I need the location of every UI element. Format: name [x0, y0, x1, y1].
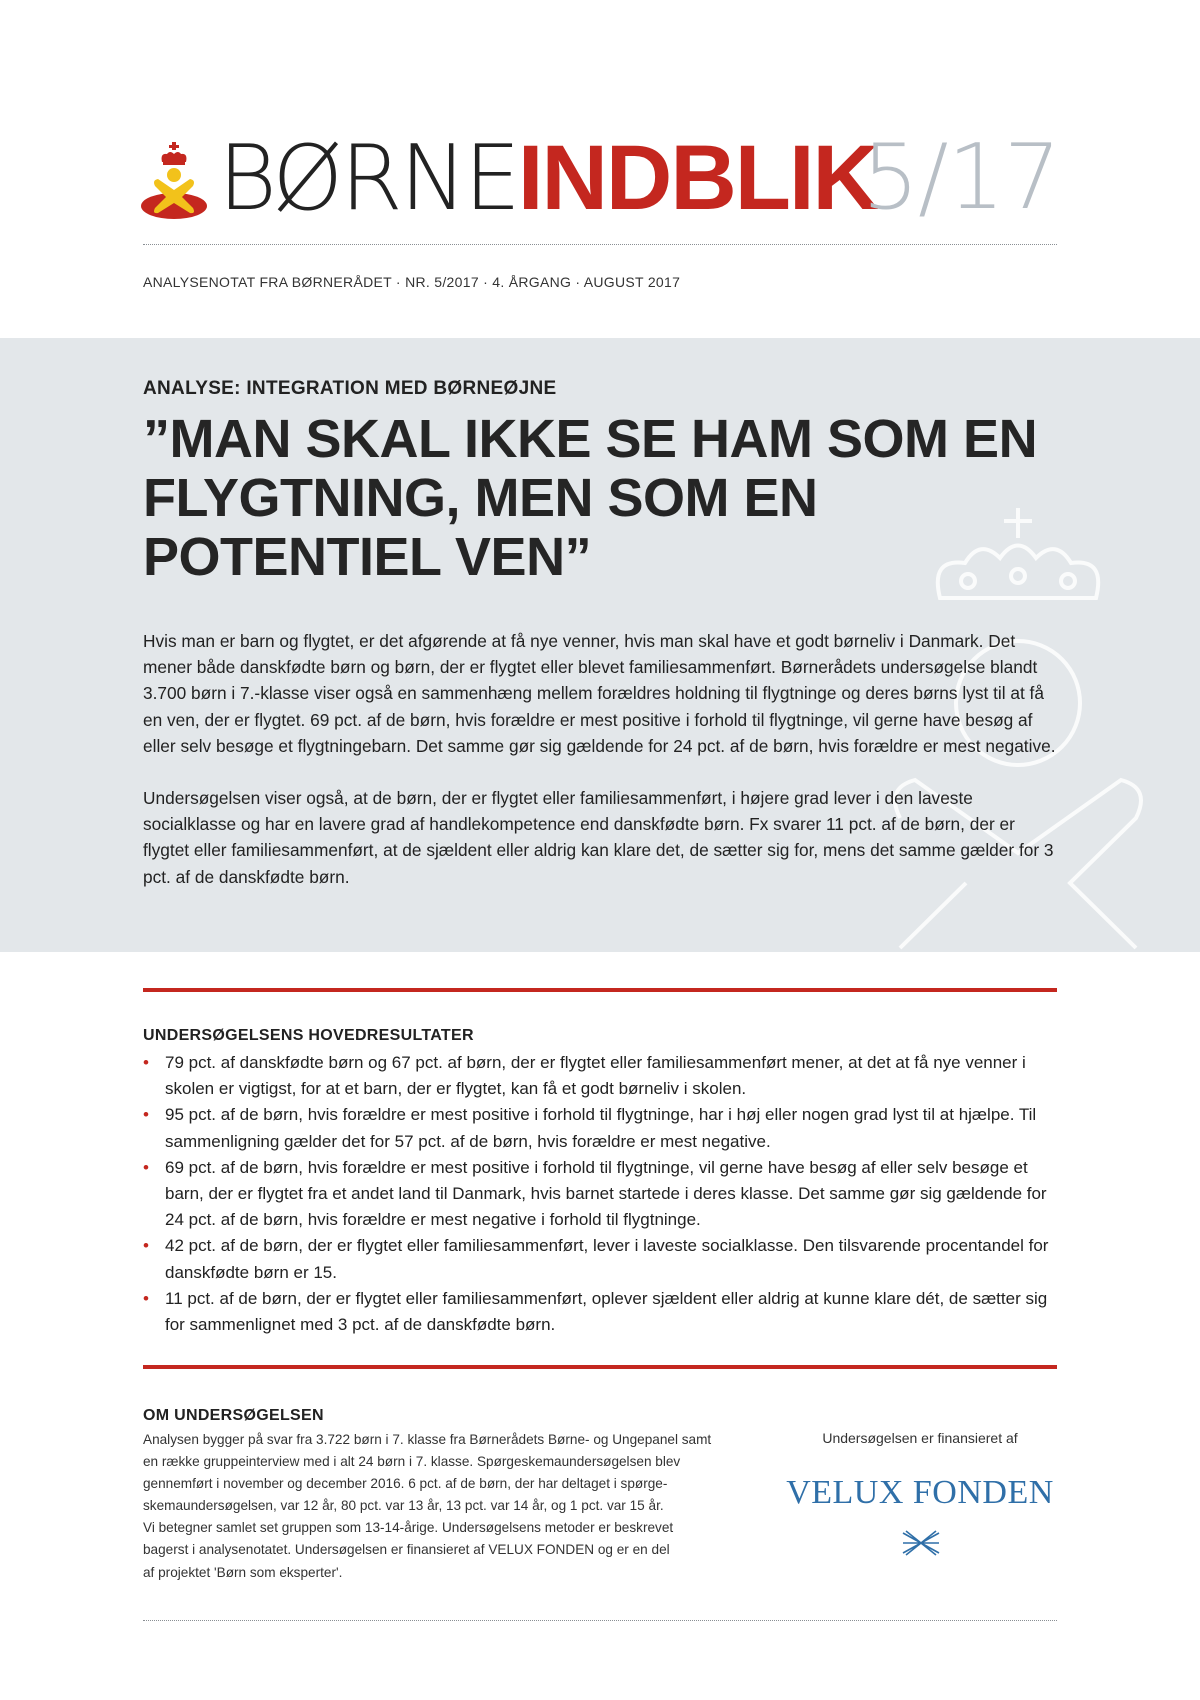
about-heading: OM UNDERSØGELSEN: [143, 1407, 324, 1424]
article-kicker: ANALYSE: INTEGRATION MED BØRNEØJNE: [143, 378, 557, 399]
issue-number: 5/17: [861, 125, 1060, 230]
footer-divider: [143, 1620, 1057, 1621]
list-item-text: 11 pct. af de børn, der er flygtet eller familiesammenført, oplever sjældent eller aldrig at kunne klare dét, de sætter sig for sammenlignet med 3 pct. af de danskfødte børn.: [165, 1288, 1048, 1335]
article-headline: ”MAN SKAL IKKE SE HAM SOM EN FLYGTNING, MEN SOM EN POTENTIEL VEN”: [143, 409, 1038, 587]
title-boerne: BØRNE: [218, 126, 518, 231]
feature-band: [0, 338, 1200, 952]
list-item-text: 95 pct. af de børn, hvis forældre er mest positive i forhold til flygtninge, har i høj eller nogen grad lyst til at hjælpe. Til sammenligning gælder det for 57 pct. af de børn, hvis forældre er mest negative.: [165, 1105, 1037, 1151]
list-item-text: 69 pct. af de børn, hvis forældre er mest positive i forhold til flygtninge, vil gerne have besøg af eller selv besøge et barn, der er flygtet fra et andet land til Danmark, hvis barnet startede i deres klasse. Det samme gør sig gældende for 24 pct. af de børn, hvis forældre er mest negative i forhold til flygtninge.: [165, 1157, 1047, 1230]
list-item-text: 79 pct. af danskfødte børn og 67 pct. af børn, der er flygtet eller familiesammenført mener, at det at få nye venner i skolen er vigtigst, for at et barn, der er flygtet, kan få et godt børneliv i skolen.: [165, 1053, 1026, 1099]
section-divider: [143, 988, 1057, 992]
velux-cross-mark-icon: [900, 1528, 942, 1558]
list-item: [143, 1155, 1058, 1234]
masthead-divider: [143, 244, 1057, 245]
publication-title: [218, 126, 877, 231]
results-heading: UNDERSØGELSENS HOVEDRESULTATER: [143, 1027, 474, 1044]
funder-label: Undersøgelsen er finansieret af: [822, 1430, 1018, 1446]
list-item: [143, 1102, 1058, 1154]
list-item: [143, 1233, 1058, 1285]
publication-meta: ANALYSENOTAT FRA BØRNERÅDET · NR. 5/2017 · 4. ÅRGANG · AUGUST 2017: [143, 274, 681, 290]
masthead: [140, 125, 1060, 231]
title-indblik: INDBLIK: [517, 127, 877, 229]
bullet-icon: •: [143, 1105, 149, 1125]
bullet-icon: •: [143, 1053, 149, 1072]
velux-fonden-logo: VELUX FONDEN: [786, 1474, 1054, 1511]
intro-paragraph: Undersøgelsen viser også, at de børn, der er flygtet eller familiesammenført, i højere grad lever i den laveste socialklasse og har en lavere grad af handlekompetence end danskfødte børn. Fx svarer 11 pct. af de børn, der er flygtet eller familiesammenført, at de sjældent eller aldrig kan klare det, de sætter sig for, mens det samme gælder for 3 pct. af de danskfødte børn.: [143, 788, 1054, 887]
intro-paragraph: Hvis man er barn og flygtet, er det afgørende at få nye venner, hvis man skal have et godt børneliv i Danmark. Det mener både danskfødte børn og børn, der er flygtet eller blevet familiesammenført. Børnerådets undersøgelse blandt 3.700 børn i 7.-klasse viser også en sammenhæng mellem forældres holdning til flygtninge og deres børns lyst til at få en ven, der er flygtet. 69 pct. af de børn, hvis forældre er mest positive i forhold til flygtninge, vil gerne have besøg af eller selv besøge et flygtningebarn. Det samme gør sig gældende for 24 pct. af de børn, hvis forældre er mest negative.: [143, 631, 1056, 756]
results-list: [143, 1050, 1058, 1338]
section-divider: [143, 1365, 1057, 1369]
bullet-icon: •: [143, 1236, 149, 1256]
list-item: [143, 1286, 1058, 1338]
bullet-icon: •: [143, 1288, 149, 1308]
article-intro: [143, 628, 1058, 916]
about-text: Analysen bygger på svar fra 3.722 børn i 7. klasse fra Børnerådets Børne- og Ungepanel samt en række gruppeinterview med i alt 24 børn i 7. klasse. Spørgeskemaundersøgelsen blev gennemført i november og december 2016. 6 pct. af de børn, der har deltaget i spørge- skemaundersøgelsen, var 12 år, 80 pct. var 13 år, 13 pct. var 14 år, og 1 pct. var 15 år. Vi betegner samlet set gruppen som 13-14-årige. Undersøgelsens metoder er beskrevet bagerst i analysenotatet. Undersøgelsen er finansieret af VELUX FONDEN og er en del af projektet 'Børn som eksperter'.: [143, 1432, 712, 1580]
bullet-icon: •: [143, 1157, 149, 1177]
list-item-text: 42 pct. af de børn, der er flygtet eller familiesammenført, lever i laveste socialklasse. Den tilsvarende procentandel for danskfødte børn er 15.: [165, 1236, 1049, 1282]
boerneraadet-crown-logo-icon: [140, 142, 208, 220]
list-item: [143, 1050, 1058, 1102]
